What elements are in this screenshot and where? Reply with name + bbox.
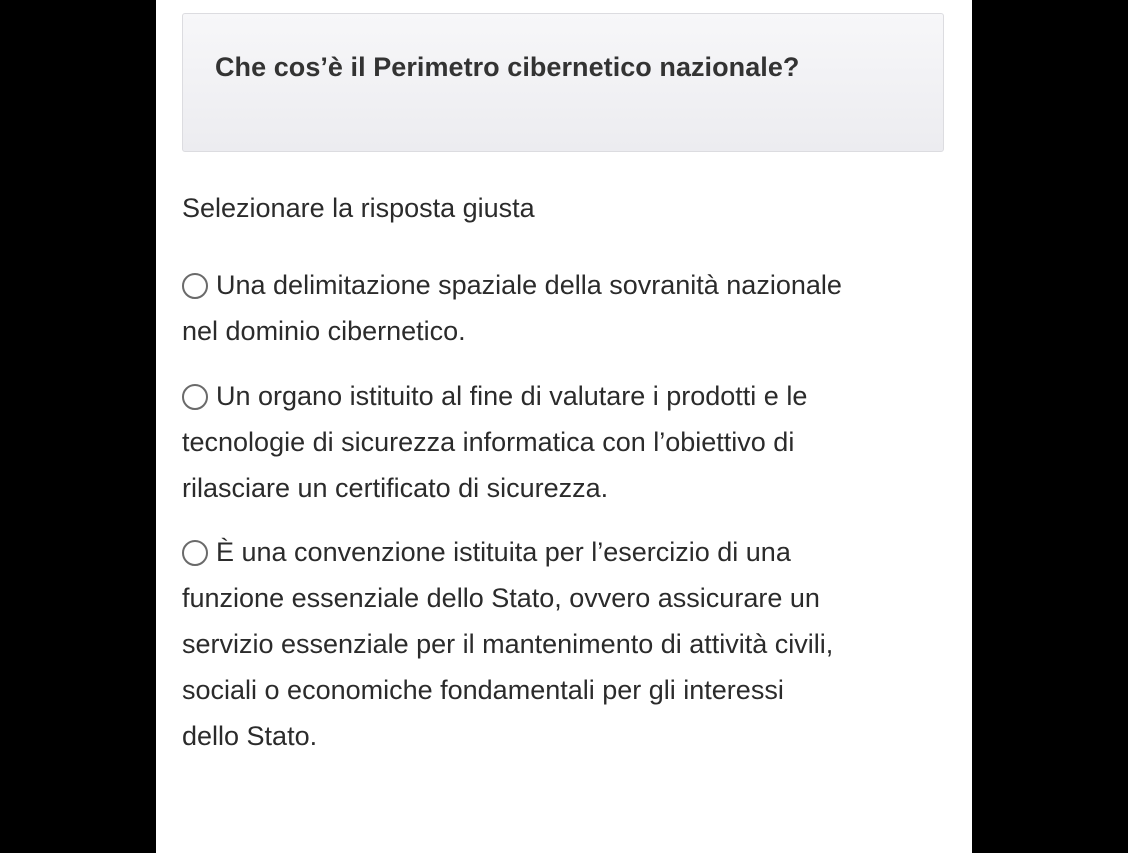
answer-option-3-line-4: sociali o economiche fondamentali per gli interessi <box>182 675 784 705</box>
answer-option-3-line-1: È una convenzione istituita per l’esercizio di una <box>216 537 791 567</box>
question-box <box>182 13 944 152</box>
answer-option-2-line-1: Un organo istituito al fine di valutare i prodotti e le <box>216 381 808 411</box>
radio-unchecked-icon[interactable] <box>182 273 208 299</box>
radio-unchecked-icon[interactable] <box>182 384 208 410</box>
answer-option-3-line-2: funzione essenziale dello Stato, ovvero assicurare un <box>182 583 820 613</box>
answer-option-3-line-5: dello Stato. <box>182 721 318 751</box>
question-title: Che cos’è il Perimetro cibernetico nazionale? <box>215 52 800 82</box>
answer-option-3-line-3: servizio essenziale per il mantenimento di attività civili, <box>182 629 834 659</box>
answer-option-1[interactable] <box>182 262 942 354</box>
instruction-text: Selezionare la risposta giusta <box>182 193 535 223</box>
answer-option-2-line-3: rilasciare un certificato di sicurezza. <box>182 473 609 503</box>
quiz-page <box>156 0 972 853</box>
answer-option-2-line-2: tecnologie di sicurezza informatica con l’obiettivo di <box>182 427 795 457</box>
radio-unchecked-icon[interactable] <box>182 540 208 566</box>
answer-option-1-line-2: nel dominio cibernetico. <box>182 316 466 346</box>
answer-option-3[interactable] <box>182 529 942 759</box>
answer-option-1-line-1: Una delimitazione spaziale della sovranità nazionale <box>216 270 842 300</box>
answer-option-2[interactable] <box>182 373 942 511</box>
